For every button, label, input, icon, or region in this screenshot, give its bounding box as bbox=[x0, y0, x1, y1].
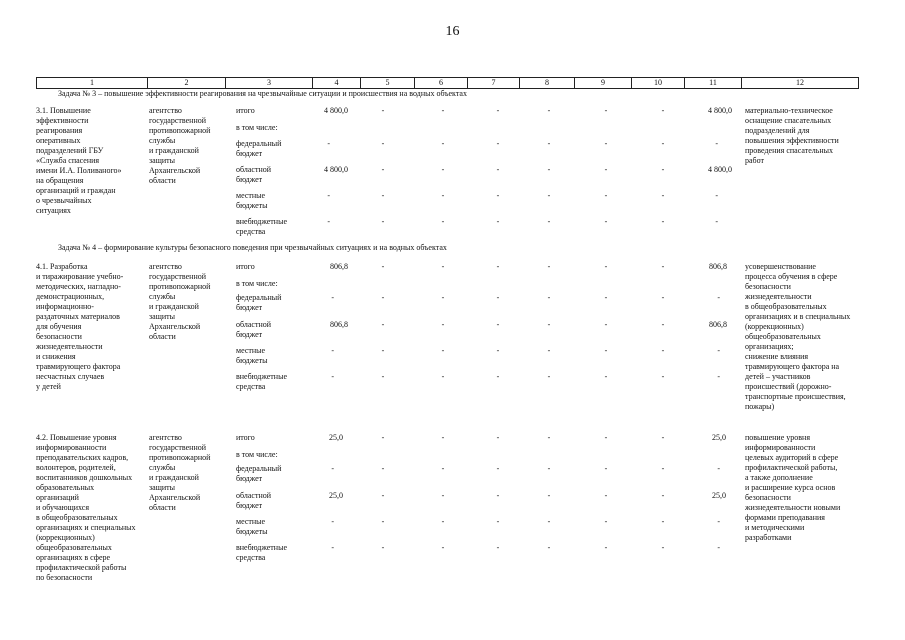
s3-local-c7: - bbox=[496, 517, 500, 526]
source-extra: внебюджетные средства bbox=[236, 543, 287, 562]
s3-extra-c9: - bbox=[604, 543, 608, 552]
s1-regional-c8: - bbox=[547, 165, 551, 174]
s1-local-c10: - bbox=[661, 191, 665, 200]
result-4-1: усовершенствование процесса обучения в сфере безопасности жизнедеятельности в общеобразовательных организациях и в специальных (коррекционных) общеобразовательных организациях; снижение влияния травмирующего фактора на детей – участников происшествий (дорожно- транспортные происшествия, пожары) bbox=[745, 262, 851, 411]
source-local: местные бюджеты bbox=[236, 191, 268, 210]
s1-total-c7: - bbox=[496, 106, 500, 115]
s3-extra-c8: - bbox=[547, 543, 551, 552]
executor-4-2: агентство государственной противопожарной службы и гражданской защиты Архангельской области bbox=[149, 433, 211, 512]
s1-local-c7: - bbox=[496, 191, 500, 200]
header-col-2: 2 bbox=[148, 78, 226, 88]
header-col-9: 9 bbox=[575, 78, 632, 88]
s2-federal-c5: - bbox=[381, 293, 385, 302]
s3-total-c7: - bbox=[496, 433, 500, 442]
source-including: в том числе: bbox=[236, 123, 278, 132]
s2-total-c7: - bbox=[496, 262, 500, 271]
s1-total-c10: - bbox=[661, 106, 665, 115]
s1-regional-c7: - bbox=[496, 165, 500, 174]
s3-federal-c8: - bbox=[547, 464, 551, 473]
s1-extra-c6: - bbox=[441, 217, 445, 226]
s3-federal-c9: - bbox=[604, 464, 608, 473]
s1-federal-c9: - bbox=[604, 139, 608, 148]
source-regional: областной бюджет bbox=[236, 320, 272, 339]
s1-local-c8: - bbox=[547, 191, 551, 200]
s1-federal-c7: - bbox=[496, 139, 500, 148]
source-federal: федеральный бюджет bbox=[236, 464, 282, 483]
s1-regional-c10: - bbox=[661, 165, 665, 174]
s2-federal-c10: - bbox=[661, 293, 665, 302]
s2-local-c10: - bbox=[661, 346, 665, 355]
s2-local-c5: - bbox=[381, 346, 385, 355]
source-including: в том числе: bbox=[236, 450, 278, 459]
s2-federal-c8: - bbox=[547, 293, 551, 302]
s3-regional-c8: - bbox=[547, 491, 551, 500]
source-local: местные бюджеты bbox=[236, 517, 268, 536]
s2-extra-col11: - bbox=[717, 372, 720, 381]
s3-total-c6: - bbox=[441, 433, 445, 442]
s3-regional-c10: - bbox=[661, 491, 665, 500]
header-col-5: 5 bbox=[361, 78, 415, 88]
source-federal: федеральный бюджет bbox=[236, 139, 282, 158]
s3-extra-c6: - bbox=[441, 543, 445, 552]
header-col-10: 10 bbox=[632, 78, 685, 88]
s1-regional-c5: - bbox=[381, 165, 385, 174]
header-col-3: 3 bbox=[226, 78, 313, 88]
s1-regional-col11: 4 800,0 bbox=[708, 165, 732, 174]
s3-total-col4: 25,0 bbox=[329, 433, 343, 442]
s2-extra-col4: - bbox=[331, 372, 334, 381]
s3-extra-c7: - bbox=[496, 543, 500, 552]
s2-extra-c5: - bbox=[381, 372, 385, 381]
s3-regional-col11: 25,0 bbox=[712, 491, 726, 500]
s3-total-c10: - bbox=[661, 433, 665, 442]
s1-extra-c8: - bbox=[547, 217, 551, 226]
s3-extra-col4: - bbox=[331, 543, 334, 552]
s2-total-c10: - bbox=[661, 262, 665, 271]
s3-extra-col11: - bbox=[717, 543, 720, 552]
s1-regional-c9: - bbox=[604, 165, 608, 174]
s2-regional-col4: 806,8 bbox=[330, 320, 348, 329]
header-col-11: 11 bbox=[685, 78, 742, 88]
s3-federal-c10: - bbox=[661, 464, 665, 473]
source-extra: внебюджетные средства bbox=[236, 372, 287, 391]
s3-extra-c5: - bbox=[381, 543, 385, 552]
header-col-4: 4 bbox=[313, 78, 361, 88]
source-total: итого bbox=[236, 262, 255, 271]
s3-regional-c6: - bbox=[441, 491, 445, 500]
s1-total-c8: - bbox=[547, 106, 551, 115]
s3-federal-c6: - bbox=[441, 464, 445, 473]
s2-extra-c8: - bbox=[547, 372, 551, 381]
measure-3-1: 3.1. Повышение эффективности реагирования оперативных подразделений ГБУ «Служба спасения имени И.А. Поливаного» на обращения организаций и граждан о чрезвычайных ситуациях bbox=[36, 106, 122, 215]
s3-local-c9: - bbox=[604, 517, 608, 526]
s2-local-col11: - bbox=[717, 346, 720, 355]
s1-federal-c5: - bbox=[381, 139, 385, 148]
s3-total-c8: - bbox=[547, 433, 551, 442]
s2-regional-c5: - bbox=[381, 320, 385, 329]
header-col-6: 6 bbox=[415, 78, 468, 88]
s3-total-c5: - bbox=[381, 433, 385, 442]
source-extra: внебюджетные средства bbox=[236, 217, 287, 236]
s2-regional-c10: - bbox=[661, 320, 665, 329]
source-total: итого bbox=[236, 433, 255, 442]
s2-extra-c6: - bbox=[441, 372, 445, 381]
measure-4-1: 4.1. Разработка и тиражирование учебно- методических, нагладно- демонстрационных, информационно- раздаточных материалов для обучения безопасности жизнедеятельности и снижения травмирующего фактора несчастных случаев у детей bbox=[36, 262, 124, 391]
s1-extra-c10: - bbox=[661, 217, 665, 226]
s1-local-c5: - bbox=[381, 191, 385, 200]
s3-federal-col11: - bbox=[717, 464, 720, 473]
s1-regional-col4: 4 800,0 bbox=[324, 165, 348, 174]
s1-total-col11: 4 800,0 bbox=[708, 106, 732, 115]
s2-total-col11: 806,8 bbox=[709, 262, 727, 271]
s2-local-c8: - bbox=[547, 346, 551, 355]
s1-local-c9: - bbox=[604, 191, 608, 200]
s1-total-c9: - bbox=[604, 106, 608, 115]
s2-federal-c9: - bbox=[604, 293, 608, 302]
source-total: итого bbox=[236, 106, 255, 115]
s3-local-c8: - bbox=[547, 517, 551, 526]
s3-regional-c9: - bbox=[604, 491, 608, 500]
s3-local-c10: - bbox=[661, 517, 665, 526]
s3-federal-c7: - bbox=[496, 464, 500, 473]
task-4-title: Задача № 4 – формирование культуры безопасного поведения при чрезвычайных ситуациях и на водных объектах bbox=[58, 243, 447, 252]
measure-4-2: 4.2. Повышение уровня информированности преподавательских кадров, волонтеров, родителей, воспитанников дошкольных образовательных организаций и обучающихся в общеобразовательных организациях и специальных (коррекционных) общеобразовательных организациях в сфере профилактической работы по безопасности bbox=[36, 433, 136, 582]
s3-regional-c5: - bbox=[381, 491, 385, 500]
source-federal: федеральный бюджет bbox=[236, 293, 282, 312]
s2-federal-c7: - bbox=[496, 293, 500, 302]
s2-regional-c8: - bbox=[547, 320, 551, 329]
s2-total-c9: - bbox=[604, 262, 608, 271]
executor-4-1: агентство государственной противопожарной службы и гражданской защиты Архангельской области bbox=[149, 262, 211, 341]
s2-total-col4: 806,8 bbox=[330, 262, 348, 271]
s2-local-col4: - bbox=[331, 346, 334, 355]
s3-local-c6: - bbox=[441, 517, 445, 526]
source-regional: областной бюджет bbox=[236, 491, 272, 510]
s1-regional-c6: - bbox=[441, 165, 445, 174]
s1-federal-c8: - bbox=[547, 139, 551, 148]
s2-local-c7: - bbox=[496, 346, 500, 355]
s1-extra-col11: - bbox=[715, 217, 718, 226]
s1-federal-col4: - bbox=[327, 139, 330, 148]
executor-3-1: агентство государственной противопожарной службы и гражданской защиты Архангельской области bbox=[149, 106, 211, 185]
s1-federal-col11: - bbox=[715, 139, 718, 148]
s1-extra-c7: - bbox=[496, 217, 500, 226]
table-header bbox=[36, 77, 859, 89]
s2-local-c6: - bbox=[441, 346, 445, 355]
s1-local-c6: - bbox=[441, 191, 445, 200]
s2-total-c5: - bbox=[381, 262, 385, 271]
header-col-12: 12 bbox=[742, 78, 859, 88]
result-3-1: материально-техническое оснащение спасательных подразделений для повышения эффективности проведения спасательных работ bbox=[745, 106, 839, 165]
s2-federal-c6: - bbox=[441, 293, 445, 302]
s2-regional-c9: - bbox=[604, 320, 608, 329]
s3-local-col11: - bbox=[717, 517, 720, 526]
header-col-8: 8 bbox=[520, 78, 575, 88]
header-col-1: 1 bbox=[37, 78, 148, 88]
s3-total-col11: 25,0 bbox=[712, 433, 726, 442]
s3-regional-col4: 25,0 bbox=[329, 491, 343, 500]
s2-extra-c10: - bbox=[661, 372, 665, 381]
source-regional: областной бюджет bbox=[236, 165, 272, 184]
page-number: 16 bbox=[445, 24, 460, 39]
s2-extra-c7: - bbox=[496, 372, 500, 381]
s3-extra-c10: - bbox=[661, 543, 665, 552]
s1-federal-c10: - bbox=[661, 139, 665, 148]
s2-federal-col11: - bbox=[717, 293, 720, 302]
s2-federal-col4: - bbox=[331, 293, 334, 302]
s3-local-c5: - bbox=[381, 517, 385, 526]
s1-total-c5: - bbox=[381, 106, 385, 115]
result-4-2: повышение уровня информированности целевых аудиторий в сфере профилактической работы, а также дополнение и расширение курса основ безопасности жизнедеятельности новыми формами преподавания и методическими разработками bbox=[745, 433, 841, 542]
s2-total-c6: - bbox=[441, 262, 445, 271]
s2-extra-c9: - bbox=[604, 372, 608, 381]
s2-total-c8: - bbox=[547, 262, 551, 271]
task-3-title: Задача № 3 – повышение эффективности реагирования на чрезвычайные ситуации и происшествия на водных объектах bbox=[58, 89, 467, 98]
source-including: в том числе: bbox=[236, 279, 278, 288]
source-local: местные бюджеты bbox=[236, 346, 268, 365]
s3-regional-c7: - bbox=[496, 491, 500, 500]
s2-regional-c7: - bbox=[496, 320, 500, 329]
s3-total-c9: - bbox=[604, 433, 608, 442]
header-col-7: 7 bbox=[468, 78, 520, 88]
s1-local-col4: - bbox=[327, 191, 330, 200]
s2-regional-c6: - bbox=[441, 320, 445, 329]
s1-extra-col4: - bbox=[327, 217, 330, 226]
s1-total-c6: - bbox=[441, 106, 445, 115]
s1-total-col4: 4 800,0 bbox=[324, 106, 348, 115]
s3-federal-c5: - bbox=[381, 464, 385, 473]
s1-extra-c9: - bbox=[604, 217, 608, 226]
s2-regional-col11: 806,8 bbox=[709, 320, 727, 329]
s3-local-col4: - bbox=[331, 517, 334, 526]
s2-local-c9: - bbox=[604, 346, 608, 355]
s1-extra-c5: - bbox=[381, 217, 385, 226]
s3-federal-col4: - bbox=[331, 464, 334, 473]
s1-federal-c6: - bbox=[441, 139, 445, 148]
s1-local-col11: - bbox=[715, 191, 718, 200]
